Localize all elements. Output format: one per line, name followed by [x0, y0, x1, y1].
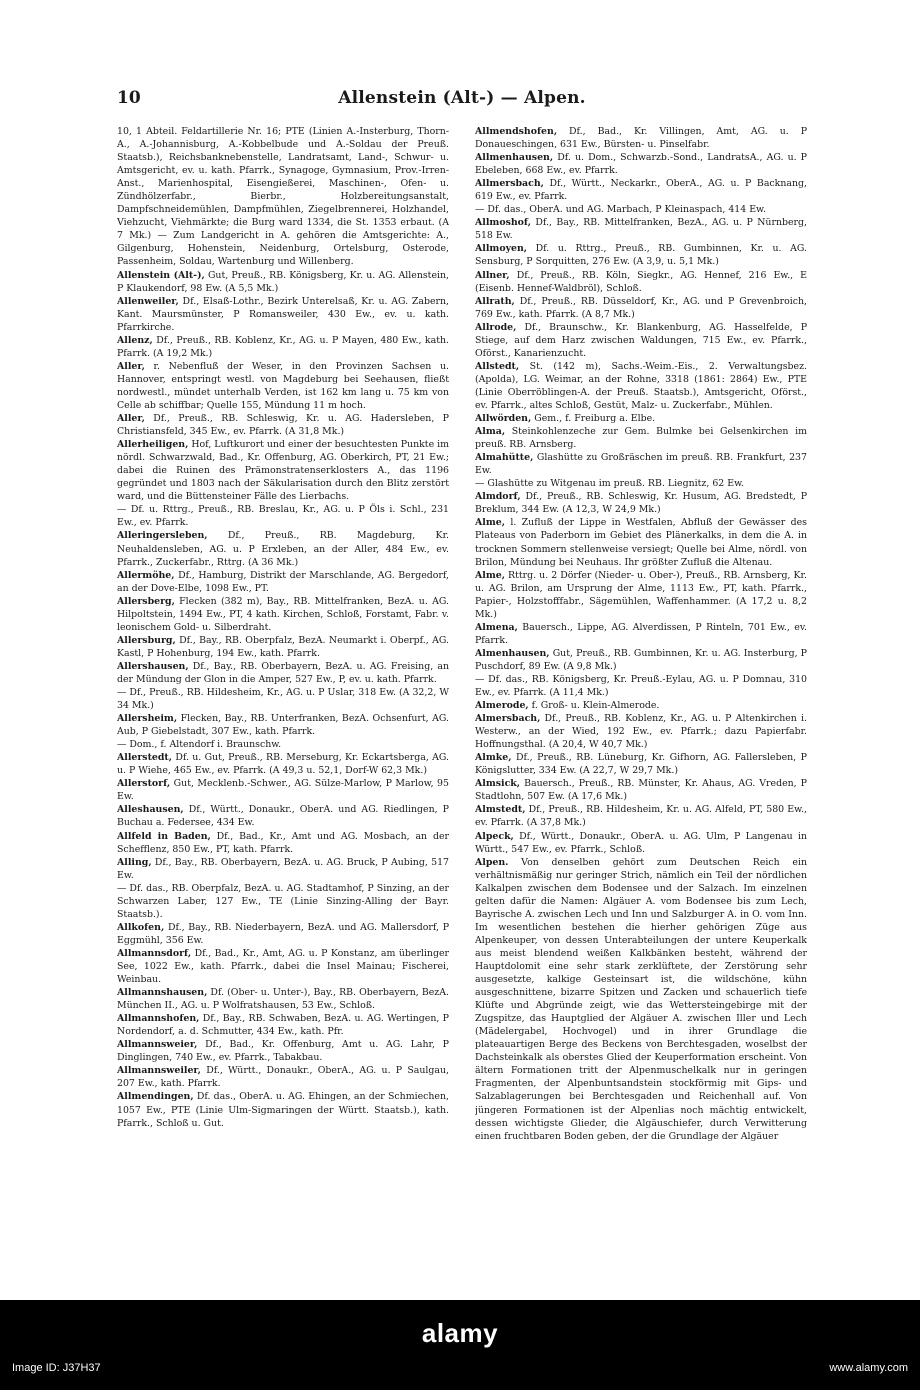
dictionary-entry: [475, 321, 807, 360]
dictionary-entry: [117, 803, 449, 829]
dictionary-entry: [475, 477, 807, 490]
dictionary-entry: [475, 125, 807, 151]
entry-headword: Allfeld in Baden,: [117, 830, 211, 842]
entry-text: Df. u. Gut, Preuß., RB. Merseburg, Kr. Eckartsberga, AG. u. P Wiehe, 465 Ew., ev. Pfarrk. (A 49,3 u. 52,1, Dorf-W 62,3 Mk.): [117, 752, 449, 777]
entry-headword: Almsick,: [475, 778, 521, 790]
dictionary-entry: [475, 751, 807, 777]
entry-text: Von denselben gehört zum Deutschen Reich ein verhältnismäßig nur geringer Strich, nämlich ein Teil der nördlichen Kalkalpen zwischen dem Bodensee und der Salzach. Im einzelnen gelten dafür die Namen: Algäuer A. vom Bodensee bis zum Lech, Bayrische A. zwischen Lech und Inn und Salzburger A. in O. vom Inn. Im wesentlichen bestehen die hierher gehörigen Züge aus Alpenkeuper, von dessen Unterabteilungen der untere Keuperkalk aus meist blendend weißen Kalkbänken besteht, während der Hauptdolomit eine sehr stark zerklüftete, der Zerstörung sehr ausgesetzte, kalkige Gesteinsart ist, die wildschöne, kühn ausgeschnittene, bizarre Spitzen und Zacken und schauerlich tiefe Klüfte und Abgründe zeigt, wie das Wettersteingebirge mit der Zugspitze, das Hauptglied der Algäuer A. zwischen Iller und Lech (Mädelergabel, Hochvogel) und in ihrer Grundlage die plateauartigen Berge des Beckens von Berchtesgaden, woselbst der Dachsteinkalk als oberstes Glied der Keuperformation erscheint. Von ältern Formationen tritt der Alpenmuschelkalk nur in geringen Fragmenten, der Alpenbuntsandstein stockförmig mit Gips- und Salzablagerungen bei Berchtesgaden und Reichenhall auf. Von jüngeren Formationen ist der Alpenlias noch mächtig entwickelt, dessen wichtigste Glieder, die Algäuschiefer, durch Verwitterung einen fruchtbaren Boden geben, der die Grundlage der Algäuer: [475, 856, 807, 1142]
entry-text: Flecken (382 m), Bay., RB. Mittelfranken, BezA. u. AG. Hilpoltstein, 1494 Ew., PT, 4 kath. Kirchen, Schloß, Forstamt, Fabr. v. leonischem Gold- u. Silberdraht.: [117, 595, 449, 633]
entry-headword: Alling,: [117, 856, 152, 868]
dictionary-entry: [475, 216, 807, 242]
entry-text: Bauersch., Lippe, AG. Alverdissen, P Rinteln, 701 Ew., ev. Pfarrk.: [475, 621, 807, 646]
entry-text: Df., Braunschw., Kr. Blankenburg, AG. Hasselfelde, P Stiege, auf dem Harz zwischen Waldungen, 715 Ew., ev. Pfarrk., Oförst., Kanarienzucht.: [475, 321, 807, 359]
entry-headword: Allstedt,: [475, 360, 520, 372]
entry-text: Df., Bay., RB. Mittelfranken, BezA., AG. u. P Nürnberg, 518 Ew.: [475, 217, 807, 242]
entry-headword: Allmoshof,: [475, 217, 532, 229]
entry-headword: Allrath,: [475, 295, 515, 307]
dictionary-entry: [475, 490, 807, 516]
running-title: Allenstein (Alt-) — Alpen.: [338, 88, 586, 108]
entry-headword: Allmannshausen,: [117, 987, 208, 999]
entry-headword: Allmenhausen,: [475, 152, 554, 164]
entry-headword: Allmersbach,: [475, 178, 544, 190]
dictionary-entry: [475, 673, 807, 699]
entry-text: Df., Bay., RB. Oberpfalz, BezA. Neumarkt i. Oberpf., AG. Kastl, P Hohenburg, 194 Ew., kath. Pfarrk.: [117, 634, 449, 659]
entry-text: Df., Preuß., RB. Hildesheim, Kr. u. AG. Alfeld, PT, 580 Ew., ev. Pfarrk. (A 37,8 Mk.): [475, 804, 807, 829]
image-id-label: Image ID: J37H37: [12, 1362, 101, 1374]
entry-headword: Allmannsweier,: [117, 1039, 198, 1051]
entry-text: Df., Preuß., RB. Koblenz, Kr., AG. u. P Altenkirchen i. Westerw., an der Wied, 192 Ew., ev. Pfarrk.; dazu Papierfabr. Hoffnungsthal. (A 20,4, W 40,7 Mk.): [475, 713, 807, 751]
dictionary-entry: [117, 686, 449, 712]
entry-text: Df., Bay., RB. Oberbayern, BezA. u. AG. Freising, an der Mündung der Glon in die Amper, 527 Ew., P, ev. u. kath. Pfarrk.: [117, 660, 449, 685]
entry-text: Df., Württ., Donaukr., OberA., AG. u. P Saulgau, 207 Ew., kath. Pfarrk.: [117, 1065, 449, 1090]
dictionary-entry: [117, 295, 449, 334]
entry-text: Df., Preuß., RB. Schleswig, Kr. Husum, AG. Bredstedt, P Breklum, 344 Ew. (A 12,3, W 24,9 Mk.): [475, 491, 807, 516]
entry-text: Df. u. Dom., Schwarzb.-Sond., LandratsA., AG. u. P Ebeleben, 668 Ew., ev. Pfarrk.: [475, 152, 807, 177]
entry-headword: Alme,: [475, 517, 505, 529]
dictionary-entry: [117, 595, 449, 634]
page-header: [117, 88, 807, 118]
entry-text: Df., Bad., Kr. Villingen, Amt, AG. u. P Donaueschingen, 631 Ew., Bürsten- u. Pinselfabr.: [475, 126, 807, 151]
entry-text: St. (142 m), Sachs.-Weim.-Eis., 2. Verwaltungsbez. (Apolda), LG. Weimar, an der Rohne, 3318 (1861: 2864) Ew., PTE (Linie Oberröblingen-A. der Preuß. Staatsb.), Amtsgericht, Oförst., ev. Pfarrk., altes Schloß, Gestüt, Malz- u. Zuckerfabr., Mühlen.: [475, 360, 807, 411]
entry-text: Df., Bay., RB. Oberbayern, BezA. u. AG. Bruck, P Aubing, 517 Ew.: [117, 856, 449, 881]
entry-text: — Df. das., RB. Oberpfalz, BezA. u. AG. Stadtamhof, P Sinzing, an der Schwarzen Laber, 127 Ew., TE (Linie Sinzing-Alling der Bayr. Staatsb.).: [117, 882, 449, 920]
site-label: www.alamy.com: [829, 1362, 908, 1374]
entry-headword: Allermöhe,: [117, 569, 175, 581]
dictionary-entry: [117, 882, 449, 921]
entry-headword: Alleshausen,: [117, 804, 184, 816]
dictionary-entry: [117, 1090, 449, 1129]
entry-headword: Allenz,: [117, 334, 153, 346]
entry-text: — Glashütte zu Witgenau im preuß. RB. Liegnitz, 62 Ew.: [475, 478, 744, 490]
dictionary-entry: [117, 125, 449, 269]
entry-text: Rttrg. u. 2 Dörfer (Nieder- u. Ober-), Preuß., RB. Arnsberg, Kr. u. AG. Brilon, am Ursprung der Alme, 1113 Ew., PT, kath. Pfarrk., Papier-, Holzstofffabr., Sägemühlen, Waffenhammer. (A 17,2 u. 8,2 Mk.): [475, 569, 807, 620]
entry-headword: Almahütte,: [475, 452, 534, 464]
dictionary-entry: [475, 621, 807, 647]
entry-text: Df., Preuß., RB. Magdeburg, Kr. Neuhaldensleben, AG. u. P Erxleben, an der Aller, 484 Ew., ev. Pfarrk., Zuckerfabr., Rttrg. (A 36 Mk.): [117, 530, 449, 568]
dictionary-entry: [117, 1038, 449, 1064]
entry-headword: Almena,: [475, 621, 518, 633]
dictionary-entry: [117, 921, 449, 947]
entry-text: Df., Bad., Kr., Amt, AG. u. P Konstanz, am überlinger See, 1022 Ew., kath. Pfarrk., dabei die Insel Mainau; Fischerei, Weinbau.: [117, 947, 449, 986]
dictionary-entry: [475, 151, 807, 177]
dictionary-entry: [117, 856, 449, 882]
entry-headword: Allerstorf,: [117, 778, 171, 790]
page-number: 10: [117, 88, 141, 108]
entry-text: Gut, Preuß., RB. Königsberg, Kr. u. AG. Allenstein, P Klaukendorf, 98 Ew. (A 5,5 Mk.): [117, 269, 449, 294]
dictionary-entry: [475, 451, 807, 477]
entry-headword: Allerstedt,: [117, 752, 173, 764]
dictionary-entry: [475, 699, 807, 712]
entry-headword: Allersburg,: [117, 634, 176, 646]
entry-headword: Allmannsweiler,: [117, 1065, 201, 1077]
entry-headword: Allmannsdorf,: [117, 947, 192, 959]
dictionary-entry: [117, 360, 449, 412]
entry-text: Hof, Luftkurort und einer der besuchtesten Punkte im nördl. Schwarzwald, Bad., Kr. Offenburg, AG. Oberkirch, PT, 21 Ew.; dabei die Ruinen des Prämonstratenserklosters A., das 1196 gegründet und 1803 nach der Säkularisation durch den Blitz zerstört ward, und die Büttensteiner Fälle des Lierbachs.: [117, 439, 449, 503]
entry-text: — Df. das., OberA. und AG. Marbach, P Kleinaspach, 414 Ew.: [475, 204, 766, 216]
dictionary-entry: [117, 1064, 449, 1090]
entry-headword: Alma,: [475, 426, 506, 438]
entry-headword: Alme,: [475, 569, 505, 581]
dictionary-entry: [475, 803, 807, 829]
entry-headword: Allersheim,: [117, 713, 178, 725]
entry-headword: Almenhausen,: [475, 647, 550, 659]
dictionary-entry: [475, 569, 807, 621]
dictionary-entry: [475, 360, 807, 412]
entry-text: Df., Bay., RB. Niederbayern, BezA. und AG. Mallersdorf, P Eggmühl, 356 Ew.: [117, 921, 449, 946]
dictionary-entry: [475, 712, 807, 751]
dictionary-entry: [117, 569, 449, 595]
dictionary-entry: [117, 438, 449, 503]
dictionary-entry: [475, 777, 807, 803]
entry-text: Gut, Mecklenb.-Schwer., AG. Sülze-Marlow, P Marlow, 95 Ew.: [117, 778, 449, 803]
entry-text: 10, 1 Abteil. Feldartillerie Nr. 16; PTE (Linien A.-Insterburg, Thorn-A., A.-Johannisburg, A.-Kobbelbude und A.-Soldau der Preuß. Staatsb.), Reichsbanknebenstelle, Landratsamt, Land-, Schwur- u. Amtsgericht, ev. u. kath. Pfarrk., Synagoge, Gymnasium, Prov.-Irren-Anst., Marienhospital, Eisengießerei, Maschinen-, Ofen- u. Zündhölzerfabr., Bierbr., Holzbereitungsanstalt, Dampfschneidemühlen, Dampfmühlen, Ziegelbrennerei, Holzhandel, Viehzucht, Viehmärkte; die Burg ward 1334, die St. 1353 erbaut. (A 7 Mk.) — Zum Landgericht in A. gehören die Amtsgerichte: A., Gilgenburg, Hohenstein, Neidenburg, Ortelsburg, Osterode, Passenheim, Soldau, Wartenburg und Willenberg.: [117, 126, 449, 268]
entry-headword: Allerheiligen,: [117, 439, 189, 451]
entry-text: Df., Preuß., RB. Schleswig, Kr. u. AG. Hadersleben, P Christiansfeld, 345 Ew., ev. Pfarrk. (A 31,8 Mk.): [117, 413, 449, 438]
dictionary-entry: [475, 269, 807, 295]
entry-text: Df., Württ., Neckarkr., OberA., AG. u. P Backnang, 619 Ew., ev. Pfarrk.: [475, 178, 807, 203]
dictionary-entry: [117, 751, 449, 777]
dictionary-entry: [475, 425, 807, 451]
entry-headword: Allwörden,: [475, 413, 532, 425]
entry-headword: Alpen.: [475, 856, 509, 868]
entry-text: Gem., f. Freiburg a. Elbe.: [531, 413, 656, 425]
entry-text: l. Zufluß der Lippe in Westfalen, Abfluß der Gewässer des Plateaus von Paderborn im Gebiet des Plänerkalks, in dem die A. in trocknen Sommern stellenweise versiegt; Quelle bei Alme, nördl. von Brilon, Mündung bei Neuhaus. Ihr größter Zufluß die Altenau.: [475, 517, 807, 568]
entry-text: Gut, Preuß., RB. Gumbinnen, Kr. u. AG. Insterburg, P Puschdorf, 89 Ew. (A 9,8 Mk.): [475, 647, 807, 672]
entry-text: Df., Bad., Kr., Amt und AG. Mosbach, an der Schefflenz, 850 Ew., PT, kath. Pfarrk.: [117, 830, 449, 855]
entry-headword: Aller,: [117, 413, 145, 425]
entry-text: Df. das., OberA. u. AG. Ehingen, an der Schmiechen, 1057 Ew., PTE (Linie Ulm-Sigmaringen der Württ. Staatsb.), kath. Pfarrk., Schloß u. Gut.: [117, 1091, 449, 1129]
dictionary-entry: [475, 412, 807, 425]
entry-headword: Allmendshofen,: [475, 126, 558, 137]
entry-headword: Almke,: [475, 752, 512, 764]
dictionary-entry: [475, 830, 807, 856]
entry-text: Df. (Ober- u. Unter-), Bay., RB. Oberbayern, BezA. München II., AG. u. P Wolfratshausen, 53 Ew., Schloß.: [117, 987, 449, 1012]
entry-text: Df., Preuß., RB. Lüneburg, Kr. Gifhorn, AG. Fallersleben, P Königslutter, 334 Ew. (A 22,7, W 29,7 Mk.): [475, 752, 807, 777]
entry-headword: Allenweiler,: [117, 295, 179, 307]
entry-text: — Dom., f. Altendorf i. Braunschw.: [117, 739, 282, 751]
entry-text: f. Groß- u. Klein-Almerode.: [528, 700, 660, 712]
right-column: [475, 125, 807, 1300]
entry-text: Df., Württ., Donaukr., OberA. u. AG. Ulm, P Langenau in Württ., 547 Ew., ev. Pfarrk., Schloß.: [475, 830, 807, 855]
dictionary-entry: [475, 203, 807, 216]
entry-text: Df., Württ., Donaukr., OberA. und AG. Riedlingen, P Buchau a. Federsee, 434 Ew.: [117, 804, 449, 829]
watermark-logo: alamy: [421, 1318, 499, 1348]
entry-headword: Allrode,: [475, 321, 517, 333]
entry-text: — Df. das., RB. Königsberg, Kr. Preuß.-Eylau, AG. u. P Domnau, 310 Ew., ev. Pfarrk. (A 11,4 Mk.): [475, 673, 807, 699]
entry-headword: Almstedt,: [475, 804, 526, 816]
dictionary-entry: [117, 269, 449, 295]
dictionary-entry: [117, 830, 449, 856]
dictionary-entry: [117, 334, 449, 360]
dictionary-entry: [117, 529, 449, 568]
dictionary-entry: [475, 295, 807, 321]
entry-text: Df., Elsaß-Lothr., Bezirk Unterelsaß, Kr. u. AG. Zabern, Kant. Maursmünster, P Romansweiler, 430 Ew., ev. u. kath. Pfarrkirche.: [117, 295, 449, 333]
dictionary-entry: [117, 660, 449, 686]
dictionary-entry: [475, 516, 807, 568]
entry-headword: Allenstein (Alt-),: [117, 269, 205, 281]
entry-headword: Allershausen,: [117, 660, 189, 672]
dictionary-entry: [117, 738, 449, 751]
dictionary-entry: [117, 634, 449, 660]
entry-headword: Allmannshofen,: [117, 1013, 200, 1025]
entry-headword: Allner,: [475, 269, 510, 281]
dictionary-entry: [117, 777, 449, 803]
entry-text: Bauersch., Preuß., RB. Münster, Kr. Ahaus, AG. Vreden, P Stadtlohn, 507 Ew. (A 17,6 Mk.): [475, 778, 807, 803]
dictionary-entry: [117, 947, 449, 986]
dictionary-entry: [117, 712, 449, 738]
entry-text: Df., Preuß., RB. Köln, Siegkr., AG. Hennef, 216 Ew., E (Eisenb. Hennef-Waldbröl), Schloß.: [475, 269, 807, 294]
entry-headword: Almersbach,: [475, 713, 541, 725]
entry-text: — Df., Preuß., RB. Hildesheim, Kr., AG. u. P Uslar, 318 Ew. (A 32,2, W 34 Mk.): [117, 687, 449, 712]
entry-text: Df., Preuß., RB. Koblenz, Kr., AG. u. P Mayen, 480 Ew., kath. Pfarrk. (A 19,2 Mk.): [117, 334, 449, 359]
entry-headword: Almerode,: [475, 700, 529, 712]
entry-headword: Aller,: [117, 360, 145, 372]
entry-headword: Allersberg,: [117, 595, 175, 607]
entry-headword: Allmoyen,: [475, 243, 528, 255]
entry-text: Df., Hamburg, Distrikt der Marschlande, AG. Bergedorf, an der Dove-Elbe, 1098 Ew., PT.: [117, 569, 449, 594]
dictionary-entry: [475, 242, 807, 268]
dictionary-entry: [117, 412, 449, 438]
dictionary-entry: [475, 647, 807, 673]
entry-text: Df. u. Rttrg., Preuß., RB. Gumbinnen, Kr. u. AG. Sensburg, P Sorquitten, 276 Ew. (A 3,9, u. 5,1 Mk.): [475, 243, 807, 268]
entry-text: Flecken, Bay., RB. Unterfranken, BezA. Ochsenfurt, AG. Aub, P Giebelstadt, 307 Ew., kath. Pfarrk.: [117, 713, 449, 738]
entry-text: — Df. u. Rttrg., Preuß., RB. Breslau, Kr., AG. u. P Öls i. Schl., 231 Ew., ev. Pfarrk.: [117, 504, 449, 529]
entry-text: Glashütte zu Großräschen im preuß. RB. Frankfurt, 237 Ew.: [475, 452, 807, 477]
entry-headword: Alleringersleben,: [117, 530, 208, 542]
dictionary-entry: [117, 986, 449, 1012]
entry-headword: Allkofen,: [117, 921, 165, 933]
dictionary-entry: [475, 177, 807, 203]
entry-text: r. Nebenfluß der Weser, in den Provinzen Sachsen u. Hannover, entspringt westl. von Magdeburg bei Seehausen, fließt nordwestl., mündet unterhalb Verden, ist 162 km lang u. 75 km von Celle ab schiffbar; Quelle 155, Mündung 11 m hoch.: [117, 360, 449, 411]
dictionary-entry: [475, 856, 807, 1143]
entry-text: Df., Preuß., RB. Düsseldorf, Kr., AG. und P Grevenbroich, 769 Ew., kath. Pfarrk. (A 8,7 Mk.): [475, 295, 807, 320]
entry-headword: Allmendingen,: [117, 1091, 194, 1103]
entry-text: Steinkohlenzeche zur Gem. Bulmke bei Gelsenkirchen im preuß. RB. Arnsberg.: [475, 426, 807, 451]
entry-text: Df., Bay., RB. Schwaben, BezA. u. AG. Wertingen, P Nordendorf, a. d. Schmutter, 434 Ew., kath. Pfr.: [117, 1013, 449, 1038]
left-column: [117, 125, 449, 1300]
dictionary-entry: [117, 503, 449, 529]
entry-headword: Almdorf,: [475, 491, 521, 503]
entry-headword: Alpeck,: [475, 830, 514, 842]
entry-text: Df., Bad., Kr. Offenburg, Amt u. AG. Lahr, P Dinglingen, 740 Ew., ev. Pfarrk., Tabakbau.: [117, 1039, 449, 1064]
dictionary-entry: [117, 1012, 449, 1038]
